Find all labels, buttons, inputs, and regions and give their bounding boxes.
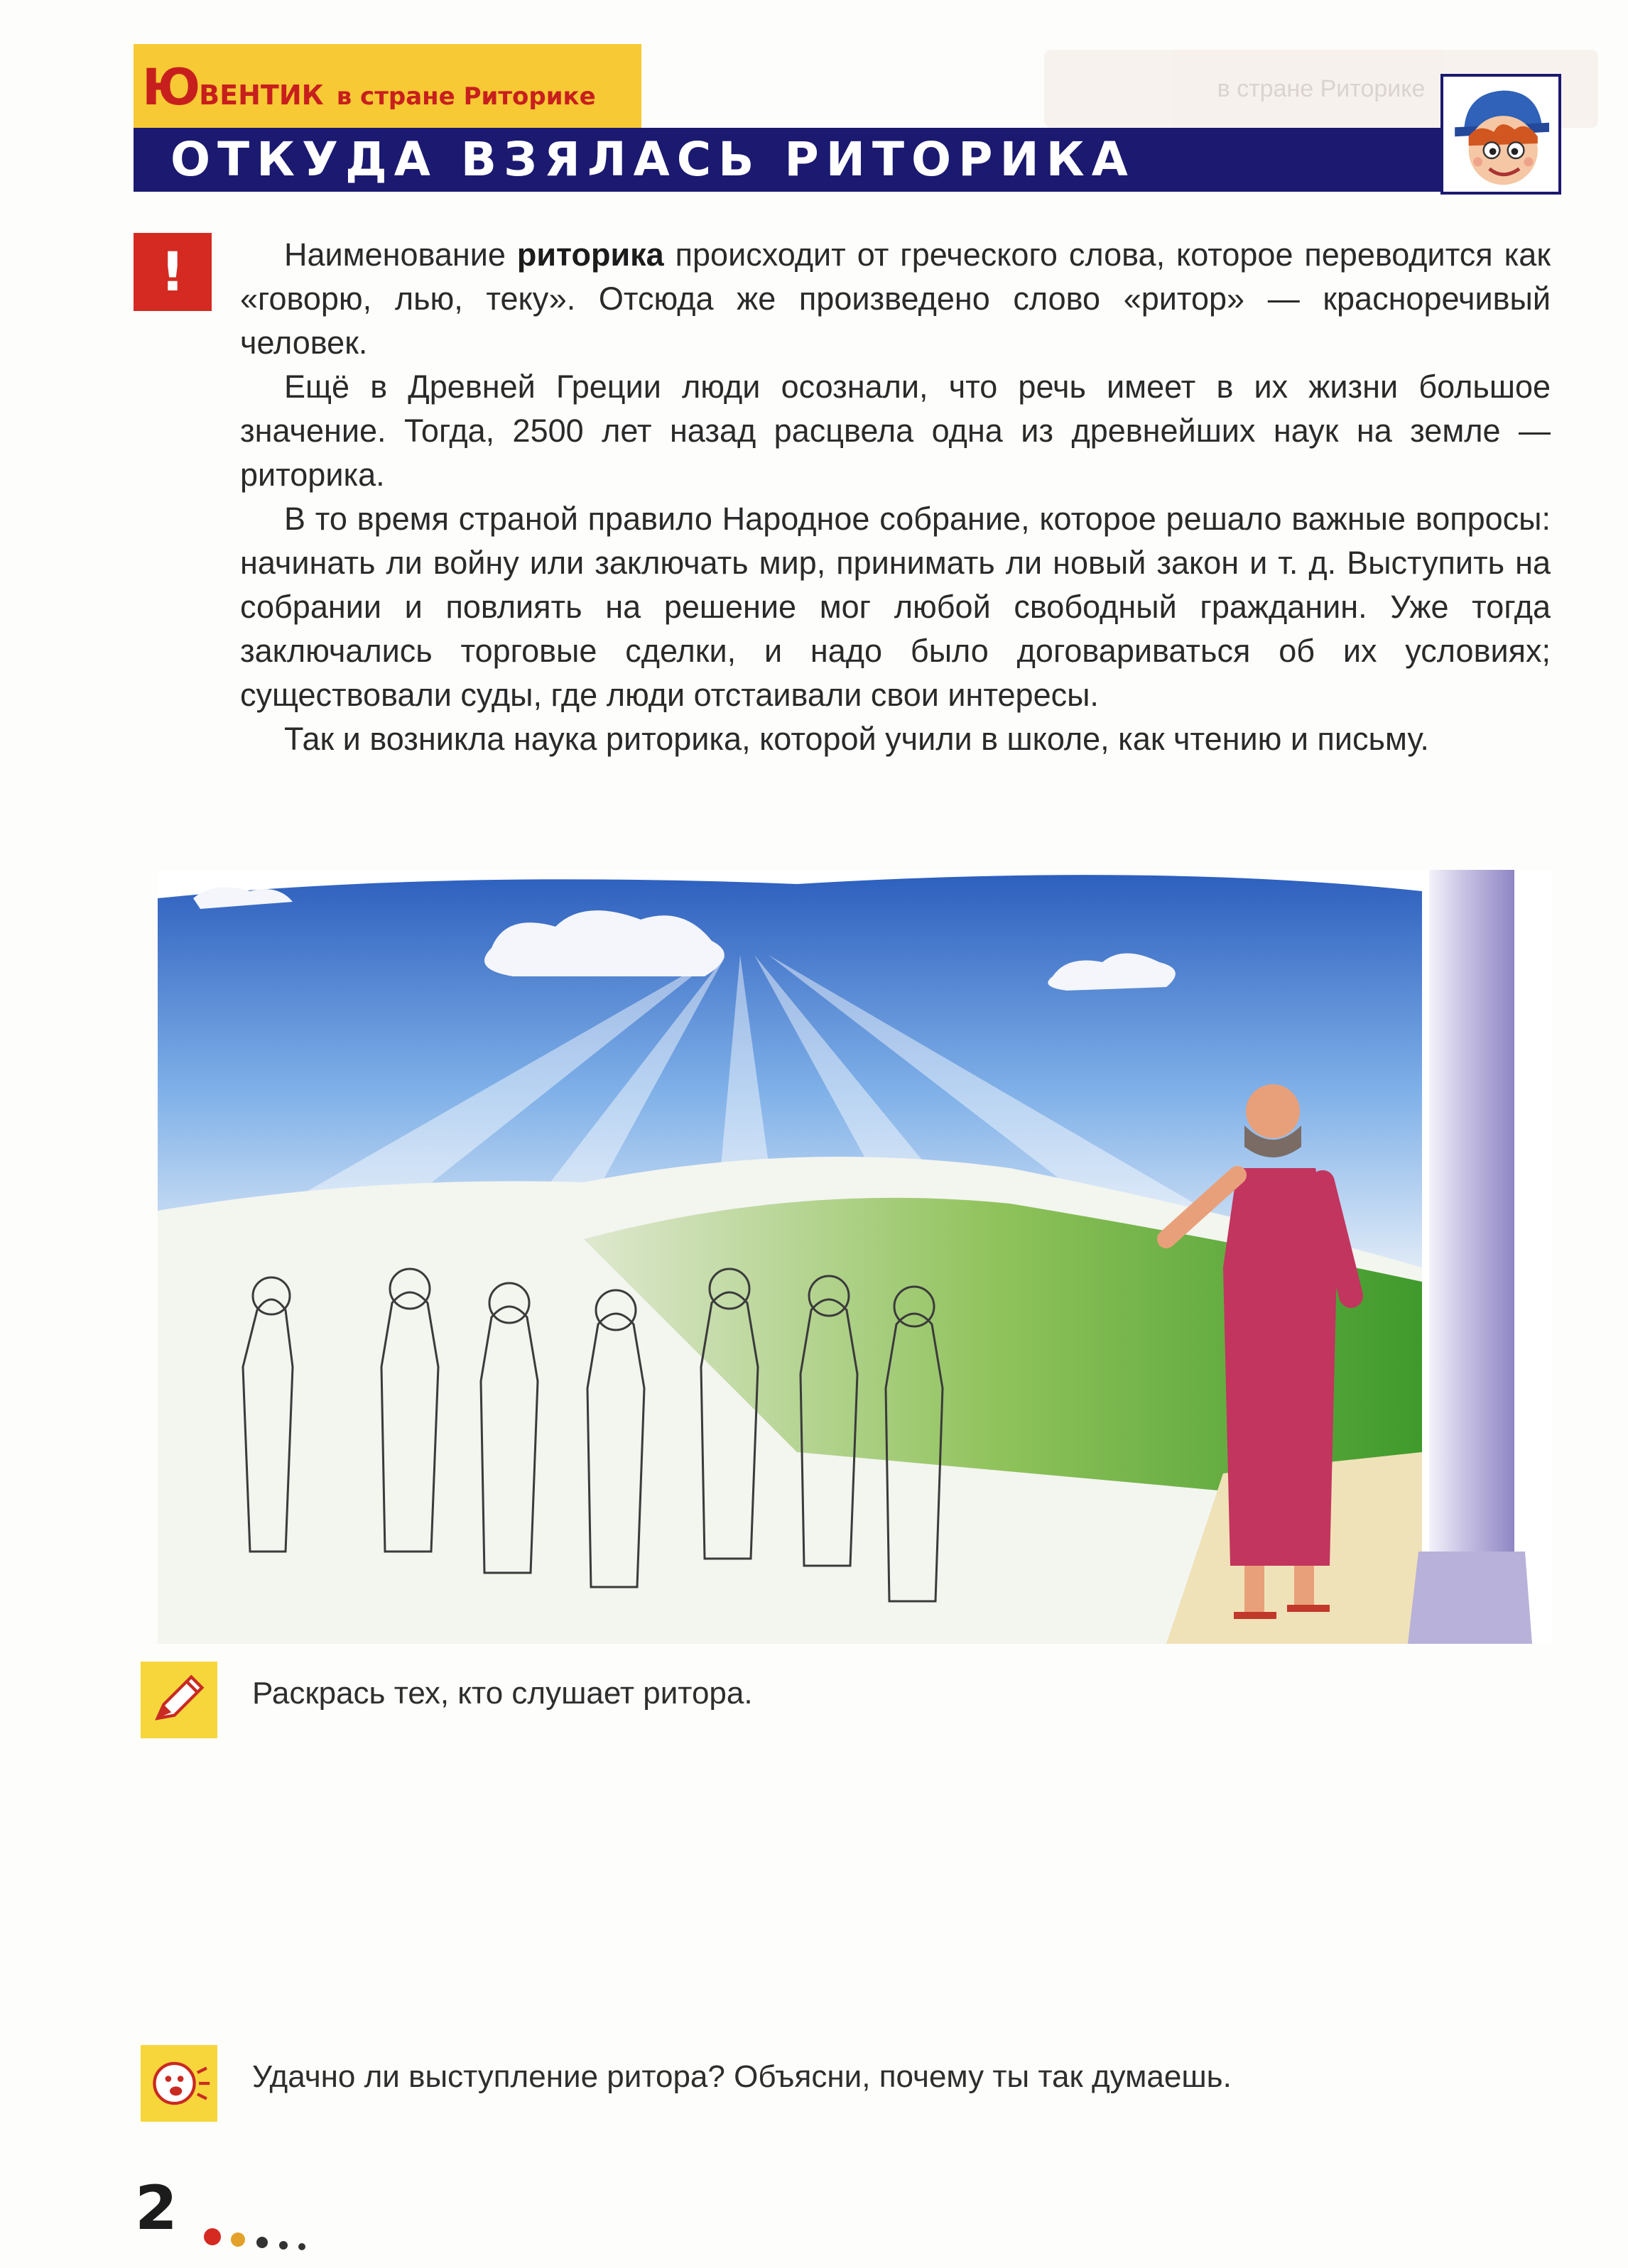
pencil-icon xyxy=(141,1662,217,1738)
page-number: 2 xyxy=(135,2173,178,2244)
series-title xyxy=(142,58,596,116)
page-dots-decoration xyxy=(202,2215,323,2258)
series-initial: Ю xyxy=(142,58,200,116)
orator-illustration xyxy=(158,870,1551,1644)
term-rhetoric: риторика xyxy=(516,236,664,273)
bleed-through-text: в стране Риторике xyxy=(1044,50,1598,128)
paragraph-4: Так и возникла наука риторика, которой учили в школе, как чтению и письму. xyxy=(284,721,1429,757)
paragraph-2: Ещё в Древней Греции люди осознали, что речь имеет в их жизни большое значение. Тогда, 2500 лет назад расцвела одна из древнейших наук на земле — риторика. xyxy=(240,369,1551,493)
speaking-head-icon xyxy=(141,2045,217,2122)
chapter-title: ОТКУДА ВЗЯЛАСЬ РИТОРИКА xyxy=(170,132,1135,187)
task-discussion-text: Удачно ли выступление ритора? Объясни, почему ты так думаешь. xyxy=(252,2059,1232,2094)
important-marker-icon: ! xyxy=(134,233,212,311)
body-text xyxy=(240,233,1551,761)
task-coloring xyxy=(141,1662,1551,1743)
paragraph-3: В то время страной правило Народное собрание, которое решало важные вопросы: начинать ли войну или заключать мир, принимать ли новый закон и т. д. Выступить на собрании и повлиять на решение мог любой свободный гражданин. Уже тогда заключались торговые сделки, и надо было договариваться об их условиях; существовали суды, где люди отстаивали свои интересы. xyxy=(240,501,1551,713)
series-suffix: в стране Риторике xyxy=(336,82,596,111)
paragraph-1: Наименование риторика происходит от греческого слова, которое переводится как «говорю, лью, теку». Отсюда же произведено слово «ритор» — красноречивый человек. xyxy=(240,236,1551,361)
series-name: ВЕНТИК xyxy=(199,80,324,111)
mascot-boy-icon xyxy=(1440,74,1561,195)
task-discussion xyxy=(141,2045,1551,2127)
task-coloring-text: Раскрась тех, кто слушает ритора. xyxy=(252,1676,753,1711)
